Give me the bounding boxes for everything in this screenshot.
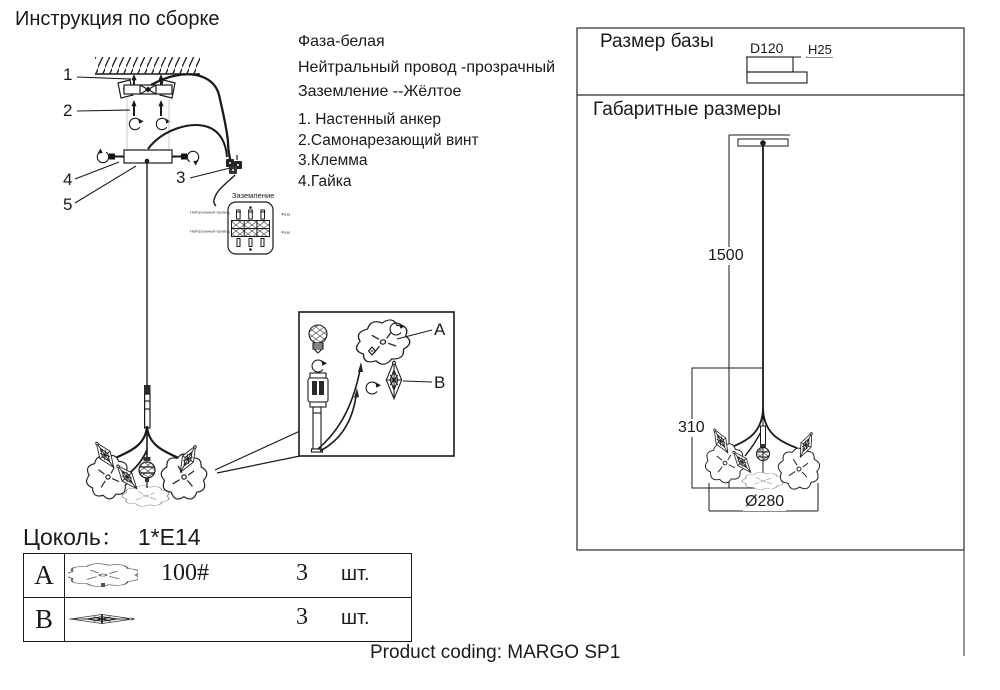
parts-list xyxy=(298,110,479,192)
inset-leader xyxy=(217,456,300,473)
overall-size-drawing xyxy=(692,135,822,511)
terminal-label-neutral-bottom: Нейтральный провод xyxy=(190,229,230,234)
lamp-mini xyxy=(701,407,821,492)
terminal-label-phase-bottom: Фаза xyxy=(281,230,291,235)
canopy-bar xyxy=(97,148,198,165)
dim-h25: H25 xyxy=(808,42,832,57)
base-size-title: Размер базы xyxy=(600,31,714,52)
crystal-drop-icon xyxy=(68,608,138,632)
ceiling-hatch xyxy=(95,57,200,74)
terminal-title: Заземление xyxy=(232,191,275,200)
socket-spec-value: 1*E14 xyxy=(137,524,201,550)
callout-a: A xyxy=(434,320,446,339)
socket-spec-label: Цоколь： xyxy=(23,524,124,550)
row-unit: шт. xyxy=(341,563,370,585)
flower-shade-icon xyxy=(68,562,138,590)
table-row-a xyxy=(24,554,411,598)
callout-b: B xyxy=(434,373,446,392)
wire-note-ground: Заземление --Жёлтое xyxy=(298,83,462,100)
chandelier-drawing xyxy=(81,385,209,506)
dim-d120: D120 xyxy=(750,40,784,56)
row-qty: 3 xyxy=(296,604,308,630)
row-letter: B xyxy=(24,598,65,641)
row-letter: A xyxy=(24,554,65,597)
parts-list-item: 1. Настенный анкер xyxy=(298,111,441,128)
terminal-block-diagram xyxy=(228,202,273,254)
callout-2: 2 xyxy=(63,101,73,120)
base-size-drawing xyxy=(746,57,833,83)
row-unit: шт. xyxy=(341,607,370,629)
right-panel-border xyxy=(577,28,964,656)
wire-note-phase: Фаза-белая xyxy=(298,33,385,50)
mounting-bracket xyxy=(118,80,175,98)
product-coding: Product coding: MARGO SP1 xyxy=(370,642,621,663)
page-title: Инструкция по сборке xyxy=(15,8,220,30)
row-qty: 3 xyxy=(296,560,308,586)
callout-4: 4 xyxy=(63,170,73,189)
dim-1500: 1500 xyxy=(708,247,744,264)
parts-list-item: 3.Клемма xyxy=(298,152,368,169)
parts-table xyxy=(23,553,412,642)
terminal-label-phase-top: Фаза xyxy=(281,212,291,217)
parts-list-item: 2.Самонарезающий винт xyxy=(298,131,479,149)
wire-note-neutral: Нейтральный провод -прозрачный xyxy=(298,59,556,76)
parts-list-item: 4.Гайка xyxy=(298,172,352,190)
terminal-connector xyxy=(226,155,242,174)
callout-3: 3 xyxy=(176,168,186,187)
callout-leaders xyxy=(75,77,230,203)
table-row-b xyxy=(24,598,411,641)
terminal-label-neutral-top: Нейтральный провод xyxy=(190,210,230,215)
overall-size-title: Габаритные размеры xyxy=(593,99,782,120)
dim-280: Ø280 xyxy=(745,493,785,510)
detail-inset-box xyxy=(299,312,454,456)
dim-310: 310 xyxy=(678,419,705,436)
assembly-diagram xyxy=(75,57,300,506)
self-tapping-screws xyxy=(129,100,170,130)
socket-spec xyxy=(23,519,201,552)
callout-5: 5 xyxy=(63,195,73,214)
callout-1: 1 xyxy=(63,65,73,84)
row-spec: 100# xyxy=(161,560,209,586)
